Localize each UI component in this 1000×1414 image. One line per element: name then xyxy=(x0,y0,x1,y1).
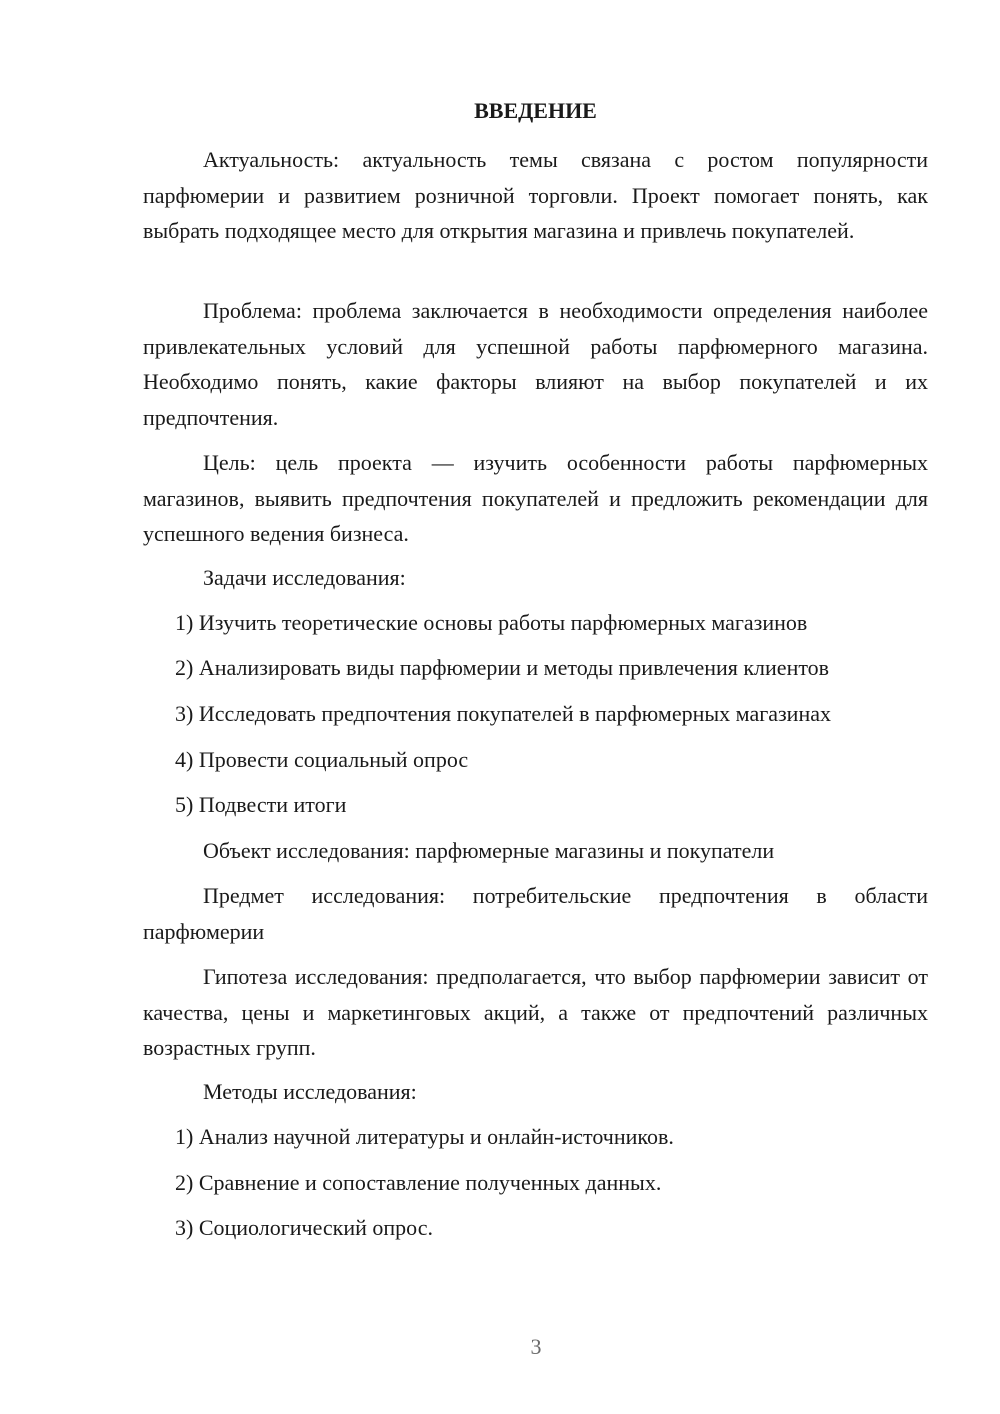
problem-paragraph: Проблема: проблема заключается в необходимости определения наиболее привлекательных условий для успешной работы парфюмерного магазина. Необходимо понять, какие факторы влияют на выбор покупателей и их предпочтения. xyxy=(143,298,928,430)
object-paragraph: Объект исследования: парфюмерные магазины и покупатели xyxy=(203,838,775,863)
section-heading: ВВЕДЕНИЕ xyxy=(474,98,597,123)
task-item-5: 5) Подвести итоги xyxy=(175,792,347,817)
method-item-3: 3) Социологический опрос. xyxy=(175,1215,433,1240)
task-item-3: 3) Исследовать предпочтения покупателей в парфюмерных магазинах xyxy=(175,701,831,726)
page-number: 3 xyxy=(530,1334,542,1359)
task-item-4: 4) Провести социальный опрос xyxy=(175,747,469,772)
subject-paragraph: Предмет исследования: потребительские предпочтения в области парфюмерии xyxy=(143,883,928,944)
tasks-label: Задачи исследования: xyxy=(203,565,406,590)
goal-paragraph: Цель: цель проекта — изучить особенности работы парфюмерных магазинов, выявить предпочтения покупателей и предложить рекомендации для успешного ведения бизнеса. xyxy=(143,450,928,546)
relevance-paragraph: Актуальность: актуальность темы связана с ростом популярности парфюмерии и развитием розничной торговли. Проект помогает понять, как выбрать подходящее место для открытия магазина и привлечь покупателей. xyxy=(143,147,928,243)
task-item-2: 2) Анализировать виды парфюмерии и методы привлечения клиентов xyxy=(175,655,830,680)
method-item-2: 2) Сравнение и сопоставление полученных данных. xyxy=(175,1170,662,1195)
hypothesis-paragraph: Гипотеза исследования: предполагается, что выбор парфюмерии зависит от качества, цены и маркетинговых акций, а также от предпочтений различных возрастных групп. xyxy=(143,964,928,1060)
methods-label: Методы исследования: xyxy=(203,1079,417,1104)
task-item-1: 1) Изучить теоретические основы работы парфюмерных магазинов xyxy=(175,610,808,635)
method-item-1: 1) Анализ научной литературы и онлайн-источников. xyxy=(175,1124,674,1149)
